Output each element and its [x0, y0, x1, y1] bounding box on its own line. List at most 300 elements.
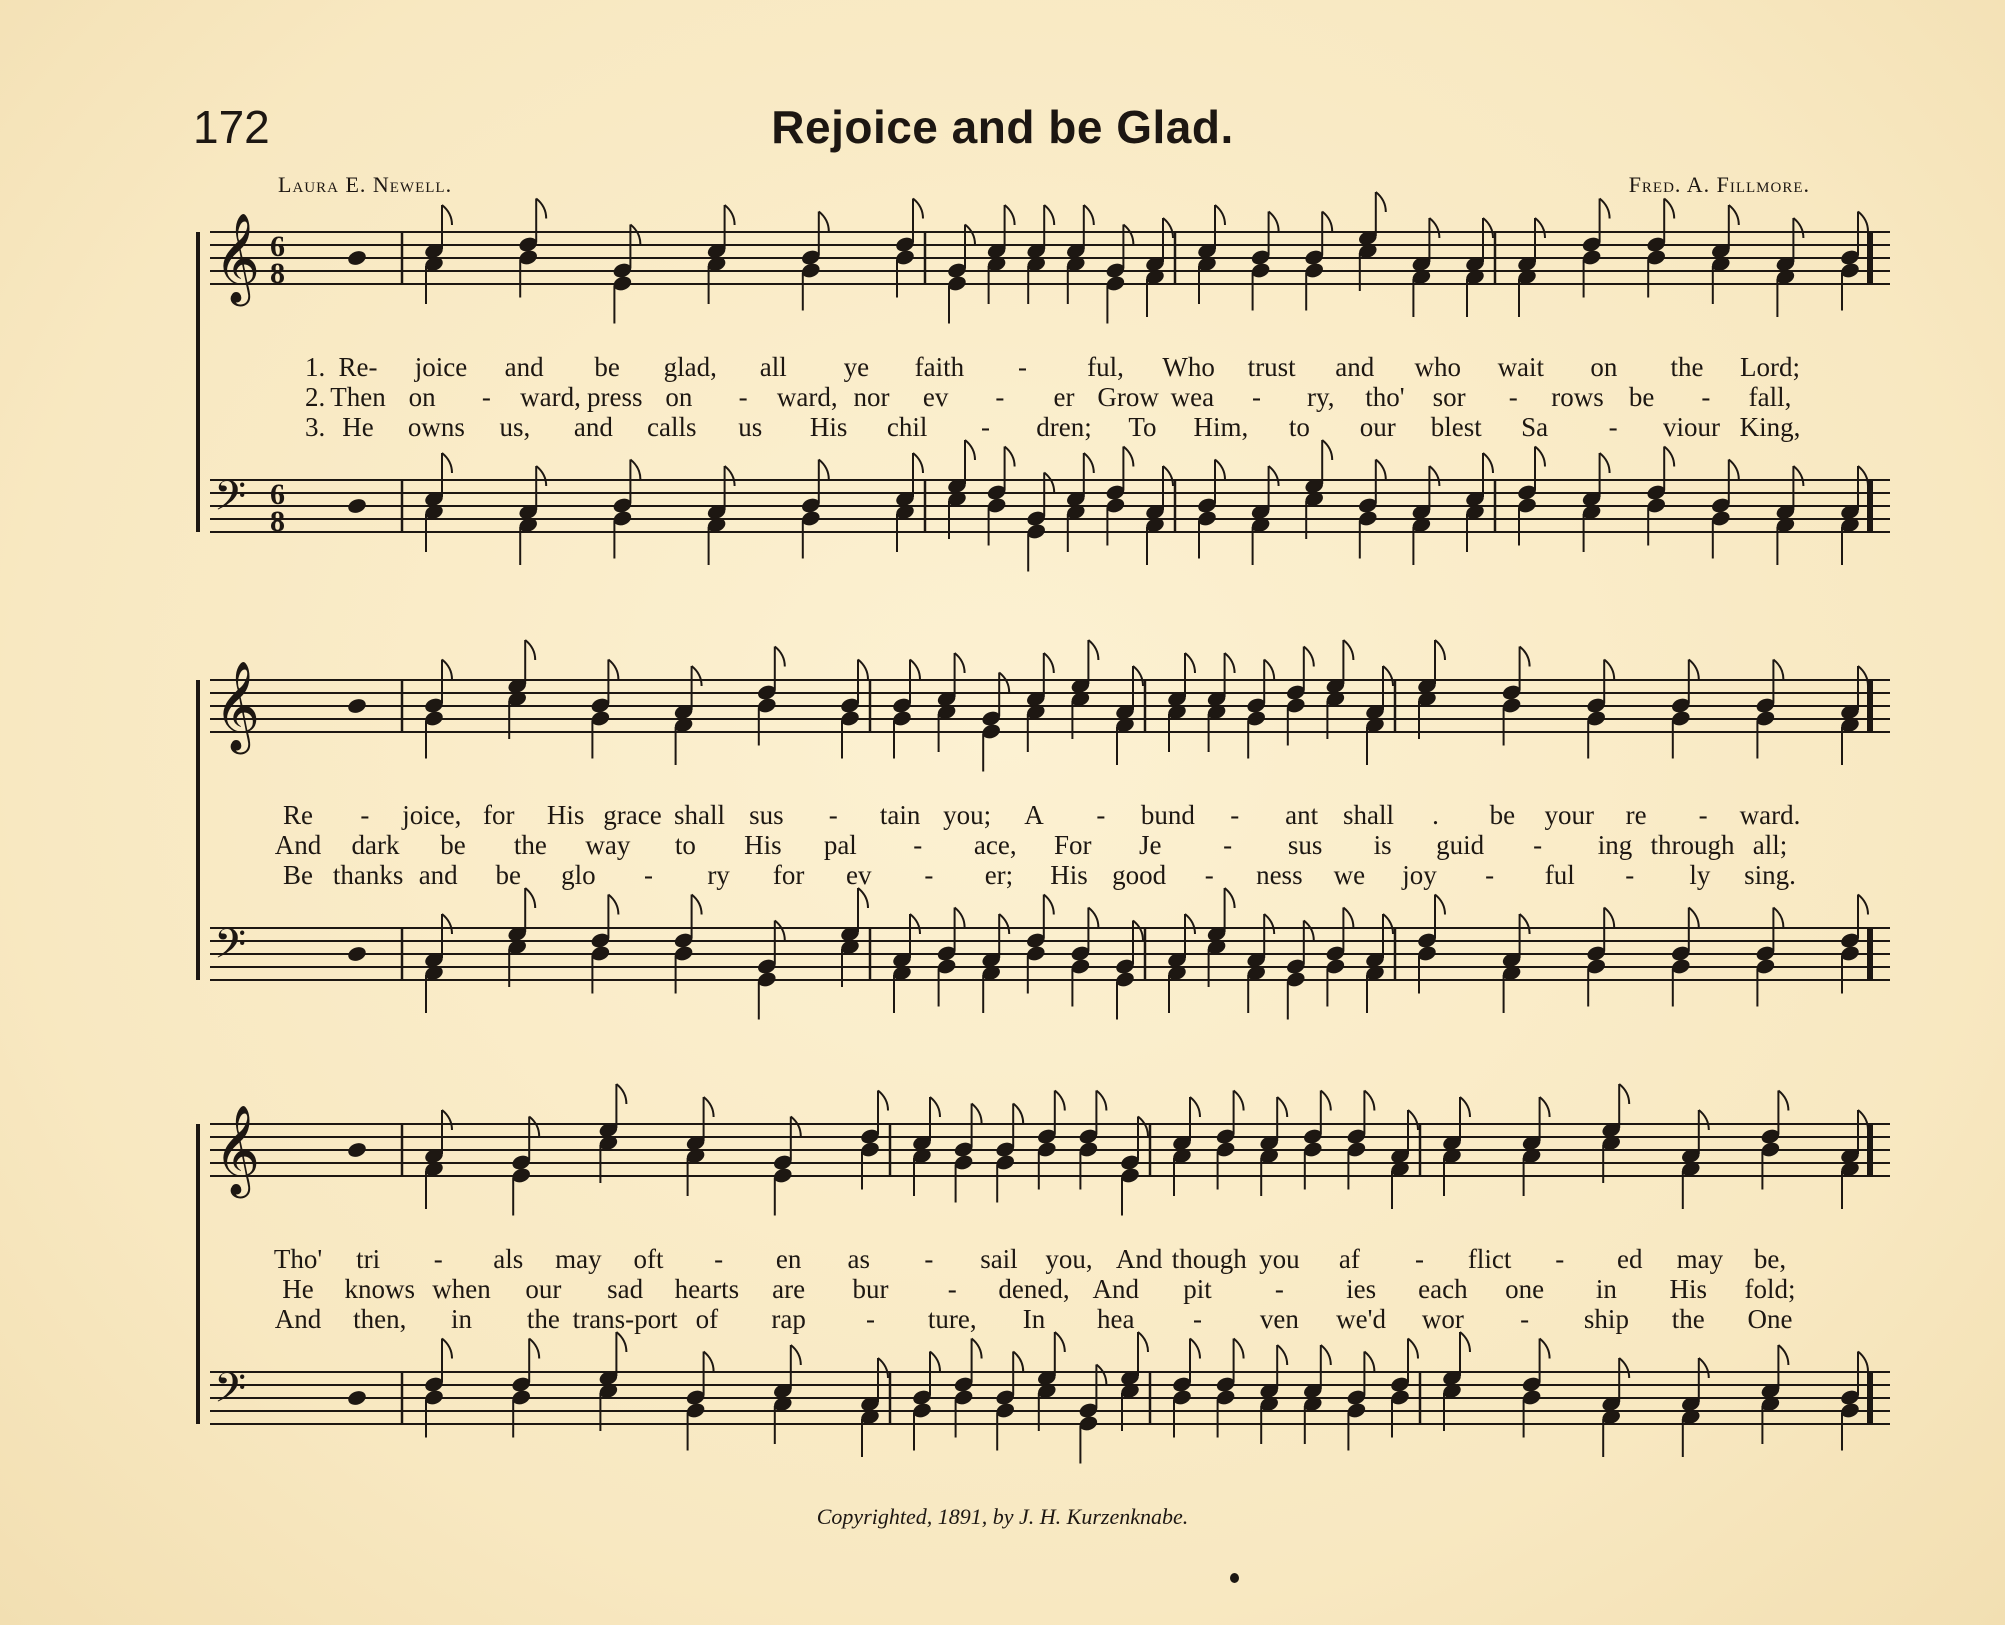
note-flag: [965, 225, 975, 245]
lyric-syllable: nor: [853, 382, 890, 412]
pickup-notehead: [346, 697, 367, 715]
lyric-syllable: you: [1259, 1244, 1300, 1274]
lyric-syllable: chil: [886, 412, 928, 442]
syllable-hyphen: -: [1608, 412, 1618, 442]
lyric-syllable: good: [1112, 860, 1167, 890]
lyric-line-3: [190, 1304, 1890, 1335]
note-flag: [1520, 647, 1530, 667]
syllable-hyphen: -: [738, 382, 748, 412]
lyric-syllable: ture,: [927, 1304, 977, 1334]
syllable-hyphen: -: [1701, 382, 1711, 412]
note-flag: [1225, 888, 1235, 908]
note-flag: [1793, 218, 1803, 238]
note-flag: [1264, 660, 1274, 680]
lyric-syllable: faith: [914, 352, 965, 382]
lyric-syllable: joice: [414, 352, 468, 382]
lyric-syllable: Who: [1162, 352, 1215, 382]
note-flag: [529, 1339, 539, 1359]
syllable-hyphen: -: [913, 830, 923, 860]
note-flag: [1858, 895, 1868, 915]
time-signature-top: 6: [270, 478, 285, 511]
note-flag: [910, 660, 920, 680]
note-flag: [1215, 205, 1225, 225]
lyric-syllable: glad,: [663, 352, 717, 382]
note-flag: [1460, 1097, 1470, 1117]
note-flag: [1304, 647, 1314, 667]
lyric-syllable: Sa: [1521, 412, 1549, 442]
syllable-hyphen: -: [1230, 800, 1240, 830]
note-flag: [1277, 1097, 1287, 1117]
note-flag: [1600, 453, 1610, 473]
note-flag: [1729, 205, 1739, 225]
lyric-syllable: Him,: [1193, 412, 1249, 442]
bass-clef-icon: 𝄢: [214, 472, 247, 530]
lyric-syllable: ful: [1544, 860, 1575, 890]
lyric-syllable: be: [495, 860, 522, 890]
note-flag: [1604, 908, 1614, 928]
lyric-syllable: ace,: [973, 830, 1017, 860]
note-flag: [630, 225, 640, 245]
note-flag: [1123, 447, 1133, 467]
note-flag: [1044, 473, 1054, 493]
lyric-syllable: er: [1053, 382, 1075, 412]
lyric-syllable: er;: [984, 860, 1014, 890]
lyric-syllable: in: [1595, 1274, 1617, 1304]
lyric-syllable: wait: [1497, 352, 1545, 382]
note-flag: [616, 1332, 626, 1352]
note-flag: [1322, 440, 1332, 460]
lyric-syllable: are: [772, 1274, 806, 1304]
lyric-syllable: ward,: [520, 382, 581, 412]
syllable-hyphen: -: [714, 1244, 724, 1274]
lyric-syllable: through: [1650, 830, 1735, 860]
lyric-syllable: glo: [561, 860, 596, 890]
note-flag: [1269, 212, 1279, 232]
lyric-syllable: And: [274, 830, 322, 860]
page-ink-dot: [1230, 1573, 1239, 1583]
lyric-syllable: then,: [353, 1304, 407, 1334]
lyric-syllable: ev: [922, 382, 949, 412]
lyric-syllable: tho': [1365, 382, 1405, 412]
note-flag: [725, 205, 735, 225]
lyric-syllable: hea: [1097, 1304, 1135, 1334]
note-flag: [1364, 1352, 1374, 1372]
note-flag: [1044, 653, 1054, 673]
note-flag: [1664, 199, 1674, 219]
note-flag: [442, 453, 452, 473]
note-flag: [791, 1117, 801, 1137]
note-flag: [1133, 666, 1143, 686]
lyric-syllable: sus: [1287, 830, 1323, 860]
syllable-hyphen: -: [1223, 830, 1233, 860]
note-flag: [1343, 640, 1353, 660]
note-flag: [1088, 640, 1098, 660]
lyric-syllable: Then: [330, 382, 386, 412]
syllable-hyphen: -: [1698, 800, 1708, 830]
note-flag: [1234, 1339, 1244, 1359]
lyric-syllable: ward.: [1739, 800, 1801, 830]
note-flag: [529, 1117, 539, 1137]
lyric-syllable: your: [1544, 800, 1595, 830]
note-flag: [972, 1339, 982, 1359]
lyric-syllable: blest: [1430, 412, 1482, 442]
note-flag: [1483, 218, 1493, 238]
syllable-hyphen: -: [924, 1244, 934, 1274]
lyric-syllable: ies: [1346, 1274, 1377, 1304]
lyric-syllable: to: [674, 830, 696, 860]
lyric-syllable: .: [1432, 800, 1439, 830]
lyric-syllable: And: [1092, 1274, 1140, 1304]
syllable-hyphen: -: [1096, 800, 1106, 830]
note-flag: [1013, 1352, 1023, 1372]
lyric-syllable: hearts: [674, 1274, 740, 1304]
note-flag: [1321, 1091, 1331, 1111]
note-flag: [1535, 218, 1545, 238]
syllable-hyphen: -: [433, 1244, 443, 1274]
note-flag: [775, 647, 785, 667]
syllable-hyphen: -: [643, 860, 653, 890]
note-flag: [999, 673, 1009, 693]
note-flag: [878, 1091, 888, 1111]
note-flag: [1460, 1332, 1470, 1352]
note-flag: [1435, 640, 1445, 660]
syllable-hyphen: -: [981, 412, 991, 442]
note-flag: [1304, 921, 1314, 941]
lyric-syllable: one: [1505, 1274, 1545, 1304]
lyric-syllable: joice,: [402, 800, 462, 830]
lyric-syllable: be: [1489, 800, 1516, 830]
lyric-syllable: His: [744, 830, 782, 860]
lyric-syllable: ing: [1597, 830, 1633, 860]
note-flag: [1689, 660, 1699, 680]
note-flag: [858, 888, 868, 908]
note-flag: [725, 466, 735, 486]
lyric-syllable: bur: [852, 1274, 889, 1304]
lyric-syllable: and: [418, 860, 458, 890]
lyric-syllable: Je: [1138, 830, 1162, 860]
note-flag: [1540, 1097, 1550, 1117]
lyric-syllable: rows: [1551, 382, 1604, 412]
lyric-line-3: [190, 412, 1890, 443]
note-flag: [1084, 205, 1094, 225]
lyric-syllable: on: [1590, 352, 1618, 382]
composer-credit: Fred. A. Fillmore.: [1628, 172, 1810, 197]
lyric-syllable: the: [1671, 1304, 1705, 1334]
note-flag: [1269, 466, 1279, 486]
note-flag: [878, 1358, 888, 1378]
note-flag: [1619, 1358, 1629, 1378]
note-flag: [775, 921, 785, 941]
note-flag: [1793, 466, 1803, 486]
lyric-syllable: als: [493, 1244, 524, 1274]
lyric-syllable: His: [1050, 860, 1088, 890]
note-flag: [1185, 914, 1195, 934]
lyric-syllable: for: [772, 860, 805, 890]
page-number: 172: [193, 101, 270, 153]
lyric-syllable: sad: [607, 1274, 644, 1304]
lyric-syllable: dened,: [998, 1274, 1070, 1304]
lyric-syllable: ward,: [776, 382, 838, 412]
note-flag: [442, 660, 452, 680]
lyric-line-1: [190, 352, 1890, 383]
lyric-syllable: wea: [1170, 382, 1215, 412]
lyric-syllable: us,: [499, 412, 531, 442]
lyric-syllable: One: [1747, 1304, 1793, 1334]
note-flag: [1483, 453, 1493, 473]
lyric-syllable: thanks: [332, 860, 404, 890]
note-flag: [1225, 653, 1235, 673]
lyric-syllable: trans-port: [572, 1304, 678, 1334]
note-flag: [1535, 447, 1545, 467]
lyric-syllable: oft: [633, 1244, 664, 1274]
syllable-hyphen: -: [1485, 860, 1495, 890]
lyric-syllable: all: [759, 352, 787, 382]
lyric-syllable: ly: [1689, 860, 1711, 890]
note-flag: [1858, 466, 1868, 486]
note-flag: [910, 914, 920, 934]
hymn-title: Rejoice and be Glad.: [771, 101, 1234, 153]
note-flag: [1322, 212, 1332, 232]
lyric-syllable: rap: [771, 1304, 806, 1334]
lyric-syllable: tri: [356, 1244, 381, 1274]
verse-number: 2.: [305, 382, 326, 412]
lyric-syllable: when: [432, 1274, 491, 1304]
note-flag: [1044, 205, 1054, 225]
lyric-syllable: the: [526, 1304, 560, 1334]
note-flag: [1163, 218, 1173, 238]
lyric-syllable: He: [282, 1274, 314, 1304]
note-flag: [1699, 1358, 1709, 1378]
lyric-line-3: [190, 860, 1890, 891]
pickup-notehead: [346, 497, 367, 515]
lyric-syllable: our: [525, 1274, 562, 1304]
syllable-hyphen: -: [1415, 1244, 1425, 1274]
note-flag: [1619, 1084, 1629, 1104]
lyric-syllable: shall: [673, 800, 725, 830]
note-flag: [1277, 1345, 1287, 1365]
note-flag: [1729, 460, 1739, 480]
lyric-syllable: sing.: [1744, 860, 1796, 890]
lyric-syllable: press: [586, 382, 643, 412]
note-flag: [913, 199, 923, 219]
lyric-syllable: tain: [879, 800, 921, 830]
lyric-syllable: re: [1625, 800, 1647, 830]
lyric-syllable: ry: [707, 860, 730, 890]
note-flag: [1321, 1345, 1331, 1365]
time-signature-bottom: 8: [270, 505, 285, 538]
lyric-syllable: calls: [647, 412, 697, 442]
lyric-syllable: ry,: [1306, 382, 1335, 412]
note-flag: [1858, 666, 1868, 686]
lyric-syllable: In: [1022, 1304, 1046, 1334]
lyric-syllable: in: [451, 1304, 473, 1334]
lyric-syllable: af: [1338, 1244, 1360, 1274]
lyric-syllable: for: [482, 800, 515, 830]
lyric-syllable: you;: [943, 800, 992, 830]
note-flag: [1858, 1352, 1868, 1372]
lyric-syllable: way: [585, 830, 631, 860]
note-flag: [1858, 212, 1868, 232]
syllable-hyphen: -: [360, 800, 370, 830]
note-flag: [1429, 466, 1439, 486]
pickup-notehead: [346, 1141, 367, 1159]
note-flag: [692, 895, 702, 915]
lyric-syllable: shall: [1343, 800, 1395, 830]
note-flag: [692, 666, 702, 686]
note-flag: [442, 1339, 452, 1359]
note-flag: [819, 212, 829, 232]
lyric-syllable: He: [342, 412, 374, 442]
note-flag: [1689, 908, 1699, 928]
note-flag: [1383, 666, 1393, 686]
note-flag: [1773, 660, 1783, 680]
bass-clef-icon: 𝄢: [214, 1364, 247, 1422]
lyric-syllable: and: [573, 412, 613, 442]
lyric-syllable: dark: [351, 830, 400, 860]
syllable-hyphen: -: [1520, 1304, 1530, 1334]
note-flag: [1005, 447, 1015, 467]
note-flag: [536, 466, 546, 486]
note-flag: [972, 1104, 982, 1124]
note-flag: [1604, 660, 1614, 680]
lyric-syllable: ness: [1256, 860, 1303, 890]
lyric-syllable: we: [1333, 860, 1366, 890]
note-flag: [616, 1084, 626, 1104]
note-flag: [1778, 1091, 1788, 1111]
syllable-hyphen: -: [1204, 860, 1214, 890]
note-flag: [442, 205, 452, 225]
lyric-syllable: fold;: [1744, 1274, 1796, 1304]
lyric-syllable: ed: [1617, 1244, 1643, 1274]
lyric-syllable: pal: [823, 830, 857, 860]
lyric-line-2: [190, 382, 1890, 413]
pickup-notehead: [346, 249, 367, 267]
lyric-syllable: ful,: [1087, 352, 1124, 382]
note-flag: [704, 1352, 714, 1372]
lyric-syllable: and: [504, 352, 544, 382]
lyric-syllable: each: [1418, 1274, 1468, 1304]
lyric-syllable: be: [594, 352, 620, 382]
lyric-syllable: Re: [283, 800, 313, 830]
lyric-syllable: dren;: [1036, 412, 1092, 442]
time-signature-top: 6: [270, 230, 285, 263]
pickup-notehead: [346, 945, 367, 963]
note-flag: [1044, 895, 1054, 915]
music-system-2: [190, 658, 1890, 1048]
lyric-syllable: guid: [1436, 830, 1485, 860]
note-flag: [1773, 908, 1783, 928]
lyric-syllable: trust: [1247, 352, 1296, 382]
lyric-line-2: [190, 1274, 1890, 1305]
note-flag: [1123, 225, 1133, 245]
lyric-syllable: flict: [1467, 1244, 1512, 1274]
syllable-hyphen: -: [1193, 1304, 1203, 1334]
treble-clef-icon: 𝄞: [214, 1105, 261, 1195]
note-flag: [1778, 1345, 1788, 1365]
lyric-syllable: knows: [344, 1274, 416, 1304]
lyric-syllable: is: [1373, 830, 1392, 860]
verse-number: 1.: [305, 352, 326, 382]
lyric-line-2: [190, 830, 1890, 861]
syllable-hyphen: -: [1625, 860, 1635, 890]
lyric-syllable: pit: [1183, 1274, 1212, 1304]
note-flag: [1190, 1097, 1200, 1117]
lyric-syllable: we'd: [1336, 1304, 1387, 1334]
verse-number: 3.: [305, 412, 326, 442]
syllable-hyphen: -: [828, 800, 838, 830]
note-flag: [930, 1097, 940, 1117]
note-flag: [1163, 466, 1173, 486]
lyric-syllable: His: [546, 800, 585, 830]
note-flag: [525, 888, 535, 908]
lyric-syllable: though: [1171, 1244, 1247, 1274]
syllable-hyphen: -: [995, 382, 1005, 412]
lyric-syllable: to: [1288, 412, 1310, 442]
note-flag: [1234, 1091, 1244, 1111]
lyric-syllable: viour: [1663, 412, 1721, 442]
lyric-syllable: sus: [749, 800, 784, 830]
note-flag: [965, 440, 975, 460]
note-flag: [1408, 1110, 1418, 1130]
note-flag: [1376, 460, 1386, 480]
lyricist-credit: Laura E. Newell.: [278, 172, 453, 197]
lyric-syllable: sail: [980, 1244, 1018, 1274]
note-flag: [1088, 908, 1098, 928]
lyric-syllable: ev: [846, 860, 872, 890]
lyric-syllable: wor: [1421, 1304, 1464, 1334]
lyric-syllable: Grow: [1097, 382, 1159, 412]
pickup-notehead: [346, 1389, 367, 1407]
lyric-syllable: on: [408, 382, 436, 412]
note-flag: [1383, 914, 1393, 934]
lyric-line-1: [190, 1244, 1890, 1275]
bass-clef-icon: 𝄢: [214, 920, 247, 978]
lyric-syllable: And: [274, 1304, 322, 1334]
note-flag: [930, 1352, 940, 1372]
note-flag: [1133, 921, 1143, 941]
note-flag: [1055, 1091, 1065, 1111]
lyric-syllable: His: [1669, 1274, 1707, 1304]
syllable-hyphen: -: [1555, 1244, 1565, 1274]
note-flag: [955, 908, 965, 928]
music-system-1: [190, 210, 1890, 600]
note-flag: [442, 1110, 452, 1130]
lyric-syllable: be: [1628, 382, 1655, 412]
note-flag: [1084, 453, 1094, 473]
lyric-syllable: all;: [1752, 830, 1788, 860]
note-flag: [1138, 1332, 1148, 1352]
lyric-syllable: us: [738, 412, 763, 442]
lyric-syllable: you,: [1045, 1244, 1093, 1274]
note-flag: [1215, 460, 1225, 480]
note-flag: [1435, 895, 1445, 915]
lyric-syllable: who: [1414, 352, 1461, 382]
lyric-syllable: ant: [1285, 800, 1319, 830]
note-flag: [1013, 1104, 1023, 1124]
syllable-hyphen: -: [481, 382, 491, 412]
syllable-hyphen: -: [924, 860, 934, 890]
lyric-syllable: Lord;: [1740, 352, 1800, 382]
note-flag: [704, 1097, 714, 1117]
lyric-syllable: of: [695, 1304, 719, 1334]
lyric-syllable: as: [847, 1244, 870, 1274]
note-flag: [442, 914, 452, 934]
note-flag: [1005, 205, 1015, 225]
lyric-syllable: King,: [1739, 412, 1801, 442]
note-flag: [1699, 1110, 1709, 1130]
lyric-syllable: the: [1670, 352, 1704, 382]
lyric-syllable: ye: [843, 352, 870, 382]
